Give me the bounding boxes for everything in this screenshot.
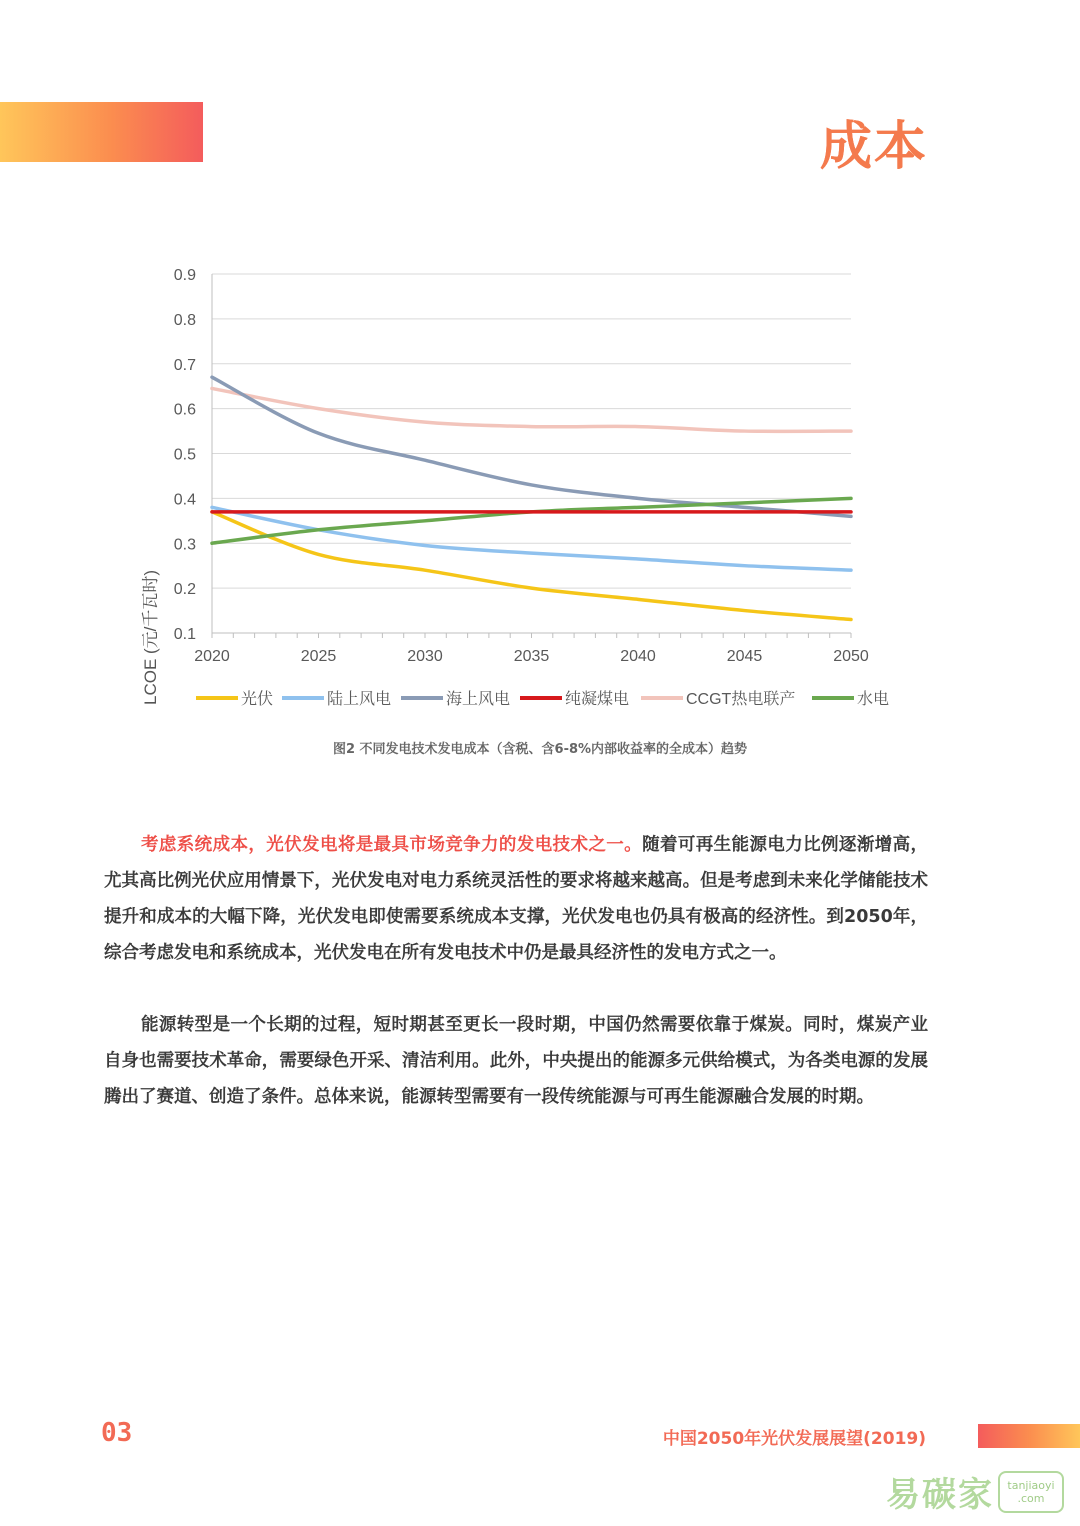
- watermark-en-line2: .com: [1017, 1491, 1045, 1505]
- footer-accent-bar: [978, 1424, 1080, 1448]
- x-tick-label: 2050: [833, 648, 869, 665]
- x-tick-label: 2020: [194, 648, 230, 665]
- figure-caption: 图2 不同发电技术发电成本（含税、含6-8%内部收益率的全成本）趋势: [332, 742, 748, 757]
- y-tick-label: 0.4: [173, 491, 196, 509]
- legend-label-2: 陆上风电: [327, 691, 392, 708]
- section-title: 成本: [820, 104, 928, 179]
- y-tick-label: 0.5: [173, 446, 196, 464]
- legend-label-4: 纯凝煤电: [565, 691, 630, 708]
- series-line-2: [212, 507, 851, 570]
- series-line-3: [212, 377, 851, 516]
- highlight-sentence: 考虑系统成本，光伏发电将是最具市场竞争力的发电技术之一。: [141, 835, 643, 855]
- chart-x-axis: [194, 633, 869, 665]
- chart-y-axis-label: LCOE (元/千瓦时): [141, 569, 160, 705]
- x-tick-label: 2035: [513, 648, 550, 665]
- header-accent-bar: [0, 102, 203, 162]
- body-paragraph-2: 能源转型是一个长期的过程，短时期甚至更长一段时期，中国仍然需要依靠于煤炭。同时，煤炭产业自身也需要技术革命，需要绿色开采、清洁利用。此外，中央提出的能源多元供给模式，为各类电源的发展腾出了赛道、创造了条件。总体来说，能源转型需要有一段传统能源与可再生能源融合发展的时期。: [104, 1015, 928, 1107]
- footer-report-title: 中国2050年光伏发展展望(2019): [662, 1429, 926, 1449]
- body-paragraph-1: [104, 827, 928, 971]
- y-tick-label: 0.2: [173, 581, 196, 599]
- chart-y-ticks: [174, 267, 196, 643]
- y-tick-label: 0.8: [173, 311, 196, 329]
- y-tick-label: 0.7: [173, 356, 196, 374]
- legend-label-5: CCGT热电联产: [686, 691, 796, 708]
- x-tick-label: 2045: [726, 648, 763, 665]
- series-line-5: [212, 388, 851, 431]
- x-tick-label: 2025: [300, 648, 337, 665]
- chart-legend: [196, 689, 889, 708]
- y-tick-label: 0.9: [173, 267, 196, 284]
- watermark-logo: [886, 1467, 1064, 1516]
- watermark-brand-en: [998, 1471, 1064, 1513]
- watermark-en-line1: tanjiaoyi: [1007, 1478, 1055, 1492]
- legend-label-3: 海上风电: [446, 691, 511, 708]
- chart-grid: [212, 274, 851, 633]
- legend-label-6: 水电: [857, 691, 890, 708]
- watermark-brand-cn: 易碳家: [886, 1475, 994, 1515]
- series-line-6: [212, 498, 851, 543]
- page-number: 03: [101, 1418, 133, 1448]
- paragraph-1-text: 随着可再生能源电力比例逐渐增高，尤其高比例光伏应用情景下，光伏发电对电力系统灵活性的要求将越来越高。但是考虑到未来化学储能技术提升和成本的大幅下降，光伏发电即使需要系统成本支撑，光伏发电也仍具有极高的经济性。到2050年，综合考虑发电和系统成本，光伏发电在所有发电技术中仍是最具经济性的发电方式之一。: [104, 835, 929, 963]
- y-tick-label: 0.6: [173, 401, 196, 419]
- y-tick-label: 0.1: [173, 626, 196, 643]
- legend-label-1: 光伏: [241, 691, 274, 708]
- lcoe-line-chart: [0, 250, 1080, 720]
- y-tick-label: 0.3: [173, 536, 196, 554]
- x-tick-label: 2040: [620, 648, 656, 665]
- x-tick-label: 2030: [407, 648, 443, 665]
